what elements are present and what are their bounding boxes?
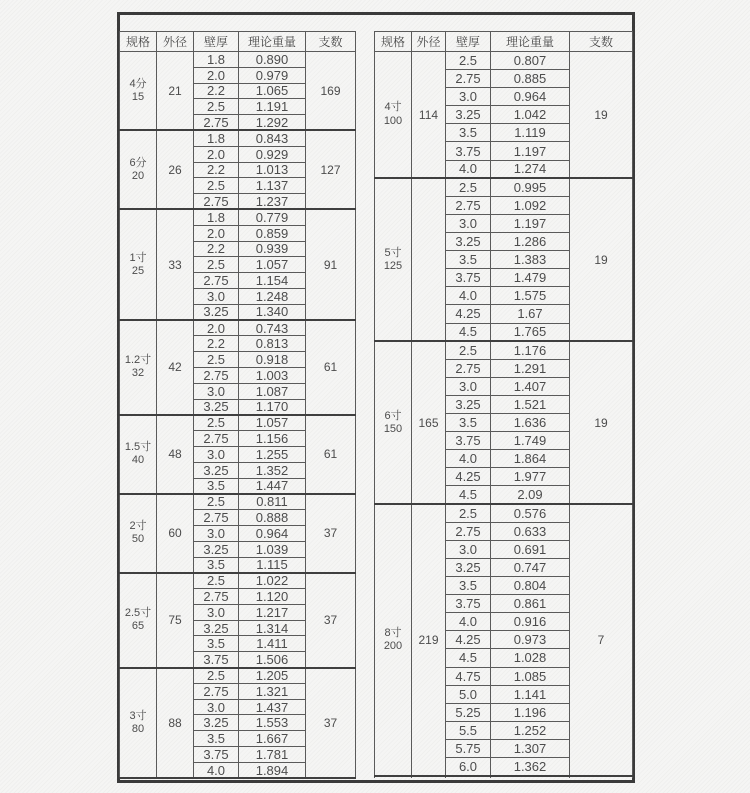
wall-thickness-cell: 2.75 xyxy=(446,196,491,214)
outer-diameter-cell: 219 xyxy=(412,504,446,776)
weight-cell: 0.633 xyxy=(491,522,570,540)
wall-thickness-cell: 2.0 xyxy=(194,320,239,336)
table-row xyxy=(375,341,633,359)
spec-label: 2寸 xyxy=(129,520,147,533)
column-header: 规格 xyxy=(375,32,412,52)
wall-thickness-cell: 3.25 xyxy=(194,715,239,731)
column-header: 支数 xyxy=(570,32,633,52)
table-row xyxy=(120,668,356,684)
weight-cell: 1.028 xyxy=(491,649,570,667)
spec-group xyxy=(120,494,356,573)
pieces-cell: 19 xyxy=(570,341,633,504)
outer-diameter-cell: 21 xyxy=(157,52,194,131)
wall-thickness-cell: 4.5 xyxy=(446,486,491,504)
spec-size-label: 20 xyxy=(131,169,145,182)
weight-cell: 1.383 xyxy=(491,251,570,269)
table-row xyxy=(375,504,633,522)
spec-group xyxy=(120,415,356,494)
table-row xyxy=(120,494,356,510)
wall-thickness-cell: 3.0 xyxy=(194,383,239,399)
weight-cell: 1.057 xyxy=(239,257,306,273)
pieces-cell: 61 xyxy=(306,320,356,415)
weight-cell: 0.995 xyxy=(491,178,570,196)
wall-thickness-cell: 3.25 xyxy=(446,396,491,414)
spec-cell xyxy=(120,494,157,573)
wall-thickness-cell: 3.0 xyxy=(446,88,491,106)
weight-cell: 1.013 xyxy=(239,162,306,178)
wall-thickness-cell: 4.25 xyxy=(446,305,491,323)
spec-size-label: 32 xyxy=(131,367,145,380)
wall-thickness-cell: 3.75 xyxy=(194,747,239,763)
weight-cell: 0.691 xyxy=(491,540,570,558)
spec-label: 5寸 xyxy=(384,246,402,259)
wall-thickness-cell: 3.5 xyxy=(194,636,239,652)
wall-thickness-cell: 5.0 xyxy=(446,685,491,703)
spec-cell xyxy=(120,130,157,209)
column-header: 外径 xyxy=(157,32,194,52)
wall-thickness-cell: 4.75 xyxy=(446,667,491,685)
spec-group xyxy=(375,178,633,341)
wall-thickness-cell: 4.25 xyxy=(446,631,491,649)
header-row xyxy=(375,32,633,52)
wall-thickness-cell: 3.5 xyxy=(194,478,239,494)
spec-group xyxy=(120,130,356,209)
column-header: 支数 xyxy=(306,32,356,52)
weight-cell: 0.979 xyxy=(239,67,306,83)
wall-thickness-cell: 2.75 xyxy=(446,70,491,88)
weight-cell: 1.521 xyxy=(491,396,570,414)
spec-group xyxy=(120,320,356,415)
weight-cell: 0.859 xyxy=(239,225,306,241)
weight-cell: 1.176 xyxy=(491,341,570,359)
outer-diameter-cell: 60 xyxy=(157,494,194,573)
column-header: 壁厚 xyxy=(194,32,239,52)
weight-cell: 1.307 xyxy=(491,739,570,757)
weight-cell: 1.292 xyxy=(239,115,306,131)
pieces-cell: 37 xyxy=(306,494,356,573)
table-row xyxy=(120,320,356,336)
wall-thickness-cell: 3.75 xyxy=(446,595,491,613)
weight-cell: 0.807 xyxy=(491,52,570,70)
weight-cell: 1.765 xyxy=(491,323,570,341)
weight-cell: 1.321 xyxy=(239,683,306,699)
weight-cell: 1.340 xyxy=(239,304,306,320)
wall-thickness-cell: 2.2 xyxy=(194,241,239,257)
outer-diameter-cell: 48 xyxy=(157,415,194,494)
empty-cell xyxy=(412,776,446,777)
pieces-cell: 19 xyxy=(570,178,633,341)
weight-cell: 1.67 xyxy=(491,305,570,323)
weight-cell: 0.743 xyxy=(239,320,306,336)
spec-cell xyxy=(120,415,157,494)
weight-cell: 1.553 xyxy=(239,715,306,731)
wall-thickness-cell: 2.5 xyxy=(194,573,239,589)
wall-thickness-cell: 2.75 xyxy=(194,273,239,289)
wall-thickness-cell: 2.75 xyxy=(194,683,239,699)
spec-size-label: 40 xyxy=(131,454,145,467)
weight-cell: 1.191 xyxy=(239,99,306,115)
weight-cell: 0.576 xyxy=(491,504,570,522)
outer-diameter-cell: 42 xyxy=(157,320,194,415)
wall-thickness-cell: 5.75 xyxy=(446,739,491,757)
weight-cell: 0.890 xyxy=(239,52,306,68)
weight-cell: 1.749 xyxy=(491,432,570,450)
wall-thickness-cell: 3.5 xyxy=(446,124,491,142)
wall-thickness-cell: 3.25 xyxy=(194,399,239,415)
weight-cell: 2.09 xyxy=(491,486,570,504)
weight-cell: 1.154 xyxy=(239,273,306,289)
outer-diameter-cell: 33 xyxy=(157,209,194,320)
weight-cell: 1.197 xyxy=(491,214,570,232)
spec-cell xyxy=(375,341,412,504)
weight-cell: 1.314 xyxy=(239,620,306,636)
spec-group xyxy=(120,573,356,668)
wall-thickness-cell: 3.75 xyxy=(194,652,239,668)
weight-cell: 1.411 xyxy=(239,636,306,652)
weight-cell: 0.964 xyxy=(491,88,570,106)
outer-diameter-cell: 88 xyxy=(157,668,194,779)
empty-cell xyxy=(491,776,570,777)
outer-diameter-cell: 26 xyxy=(157,130,194,209)
weight-cell: 1.274 xyxy=(491,160,570,178)
wall-thickness-cell: 3.5 xyxy=(194,731,239,747)
wall-thickness-cell: 2.75 xyxy=(194,510,239,526)
wall-thickness-cell: 2.2 xyxy=(194,336,239,352)
outer-diameter-cell xyxy=(412,178,446,341)
weight-cell: 1.120 xyxy=(239,589,306,605)
wall-thickness-cell: 3.25 xyxy=(194,620,239,636)
pieces-cell: 7 xyxy=(570,504,633,776)
spec-group xyxy=(375,504,633,776)
wall-thickness-cell: 3.25 xyxy=(194,541,239,557)
weight-cell: 1.196 xyxy=(491,703,570,721)
wall-thickness-cell: 2.0 xyxy=(194,67,239,83)
spec-label: 2.5寸 xyxy=(124,607,152,619)
weight-cell: 1.781 xyxy=(239,747,306,763)
table-header xyxy=(120,32,356,52)
table-row xyxy=(120,209,356,225)
wall-thickness-cell: 4.0 xyxy=(446,287,491,305)
wall-thickness-cell: 1.8 xyxy=(194,130,239,146)
wall-thickness-cell: 3.0 xyxy=(446,377,491,395)
wall-thickness-cell: 4.0 xyxy=(446,160,491,178)
spec-group xyxy=(375,341,633,504)
weight-cell: 1.636 xyxy=(491,414,570,432)
spec-label: 1.5寸 xyxy=(124,441,152,454)
wall-thickness-cell: 2.75 xyxy=(194,115,239,131)
weight-cell: 0.804 xyxy=(491,577,570,595)
weight-cell: 0.973 xyxy=(491,631,570,649)
wall-thickness-cell: 3.0 xyxy=(194,446,239,462)
outer-diameter-cell: 114 xyxy=(412,52,446,179)
table-row xyxy=(120,415,356,431)
spec-label: 1.2寸 xyxy=(124,354,152,367)
spec-cell xyxy=(375,52,412,179)
weight-cell: 1.039 xyxy=(239,541,306,557)
weight-cell: 1.977 xyxy=(491,468,570,486)
wall-thickness-cell: 2.5 xyxy=(446,52,491,70)
weight-cell: 0.888 xyxy=(239,510,306,526)
column-header: 外径 xyxy=(412,32,446,52)
wall-thickness-cell: 1.8 xyxy=(194,52,239,68)
outer-diameter-cell: 165 xyxy=(412,341,446,504)
header-row xyxy=(120,32,356,52)
table-row xyxy=(120,52,356,68)
wall-thickness-cell: 2.2 xyxy=(194,83,239,99)
weight-cell: 1.085 xyxy=(491,667,570,685)
wall-thickness-cell: 4.0 xyxy=(446,450,491,468)
wall-thickness-cell: 2.2 xyxy=(194,162,239,178)
wall-thickness-cell: 2.5 xyxy=(194,494,239,510)
spec-group xyxy=(120,209,356,320)
spec-size-label: 200 xyxy=(383,640,403,652)
wall-thickness-cell: 2.0 xyxy=(194,225,239,241)
spec-size-label: 125 xyxy=(383,259,403,272)
weight-cell: 0.861 xyxy=(491,595,570,613)
spec-size-label: 100 xyxy=(383,114,403,127)
wall-thickness-cell: 6.0 xyxy=(446,758,491,776)
wall-thickness-cell: 3.5 xyxy=(446,577,491,595)
wall-thickness-cell: 3.25 xyxy=(194,304,239,320)
weight-cell: 1.252 xyxy=(491,721,570,739)
weight-cell: 0.747 xyxy=(491,558,570,576)
wall-thickness-cell: 3.0 xyxy=(194,288,239,304)
wall-thickness-cell: 4.25 xyxy=(446,468,491,486)
spec-cell xyxy=(375,178,412,341)
weight-cell: 1.286 xyxy=(491,233,570,251)
empty-cell xyxy=(446,776,491,777)
wall-thickness-cell: 3.75 xyxy=(446,432,491,450)
weight-cell: 1.170 xyxy=(239,399,306,415)
weight-cell: 1.197 xyxy=(491,142,570,160)
weight-cell: 1.506 xyxy=(239,652,306,668)
spec-label: 6寸 xyxy=(384,409,402,422)
spec-cell xyxy=(120,209,157,320)
spec-table-left xyxy=(119,31,356,779)
spec-size-label: 150 xyxy=(383,422,403,435)
table-row xyxy=(375,178,633,196)
wall-thickness-cell: 2.75 xyxy=(194,589,239,605)
table-row xyxy=(120,573,356,589)
empty-footer-row xyxy=(375,776,633,777)
wall-thickness-cell: 5.5 xyxy=(446,721,491,739)
spec-cell xyxy=(120,573,157,668)
weight-cell: 1.003 xyxy=(239,367,306,383)
weight-cell: 1.022 xyxy=(239,573,306,589)
wall-thickness-cell: 3.0 xyxy=(446,214,491,232)
column-header: 壁厚 xyxy=(446,32,491,52)
weight-cell: 1.237 xyxy=(239,194,306,210)
pieces-cell: 61 xyxy=(306,415,356,494)
wall-thickness-cell: 2.5 xyxy=(446,341,491,359)
wall-thickness-cell: 2.75 xyxy=(194,367,239,383)
wall-thickness-cell: 3.25 xyxy=(446,233,491,251)
table-row xyxy=(120,130,356,146)
weight-cell: 1.864 xyxy=(491,450,570,468)
spec-label: 1寸 xyxy=(129,251,147,264)
table-row xyxy=(375,52,633,70)
weight-cell: 0.939 xyxy=(239,241,306,257)
spec-label: 4分 xyxy=(129,77,147,90)
weight-cell: 0.918 xyxy=(239,352,306,368)
spec-size-label: 65 xyxy=(131,620,145,633)
wall-thickness-cell: 3.0 xyxy=(446,540,491,558)
spec-size-label: 80 xyxy=(131,722,145,735)
spec-size-label: 50 xyxy=(131,533,145,546)
weight-cell: 0.885 xyxy=(491,70,570,88)
weight-cell: 1.437 xyxy=(239,699,306,715)
weight-cell: 1.137 xyxy=(239,178,306,194)
weight-cell: 0.811 xyxy=(239,494,306,510)
table-header xyxy=(375,32,633,52)
wall-thickness-cell: 4.5 xyxy=(446,649,491,667)
weight-cell: 1.575 xyxy=(491,287,570,305)
weight-cell: 0.779 xyxy=(239,209,306,225)
weight-cell: 1.248 xyxy=(239,288,306,304)
empty-cell xyxy=(570,776,633,777)
pieces-cell: 91 xyxy=(306,209,356,320)
weight-cell: 1.352 xyxy=(239,462,306,478)
spec-label: 8寸 xyxy=(384,626,402,639)
wall-thickness-cell: 2.5 xyxy=(194,668,239,684)
wall-thickness-cell: 2.75 xyxy=(194,431,239,447)
weight-cell: 1.255 xyxy=(239,446,306,462)
spec-cell xyxy=(120,668,157,779)
wall-thickness-cell: 2.75 xyxy=(446,359,491,377)
spec-cell xyxy=(120,320,157,415)
wall-thickness-cell: 2.5 xyxy=(194,178,239,194)
weight-cell: 1.119 xyxy=(491,124,570,142)
wall-thickness-cell: 3.0 xyxy=(194,604,239,620)
weight-cell: 0.916 xyxy=(491,613,570,631)
weight-cell: 1.407 xyxy=(491,377,570,395)
spec-size-label: 15 xyxy=(131,90,145,103)
weight-cell: 1.447 xyxy=(239,478,306,494)
weight-cell: 1.362 xyxy=(491,758,570,776)
weight-cell: 1.217 xyxy=(239,604,306,620)
weight-cell: 1.042 xyxy=(491,106,570,124)
wall-thickness-cell: 5.25 xyxy=(446,703,491,721)
pieces-cell: 37 xyxy=(306,668,356,779)
wall-thickness-cell: 2.75 xyxy=(446,522,491,540)
spec-size-label: 25 xyxy=(131,264,145,277)
wall-thickness-cell: 1.8 xyxy=(194,209,239,225)
spec-label: 3寸 xyxy=(129,709,147,722)
wall-thickness-cell: 3.5 xyxy=(446,414,491,432)
weight-cell: 1.057 xyxy=(239,415,306,431)
wall-thickness-cell: 2.75 xyxy=(194,194,239,210)
spec-label: 4寸 xyxy=(384,101,402,114)
wall-thickness-cell: 2.5 xyxy=(194,257,239,273)
spec-group xyxy=(375,52,633,179)
wall-thickness-cell: 3.0 xyxy=(194,699,239,715)
empty-footer xyxy=(375,776,633,777)
wall-thickness-cell: 3.5 xyxy=(446,251,491,269)
spec-cell xyxy=(120,52,157,131)
weight-cell: 1.087 xyxy=(239,383,306,399)
wall-thickness-cell: 3.0 xyxy=(194,525,239,541)
wall-thickness-cell: 2.5 xyxy=(194,415,239,431)
wall-thickness-cell: 3.25 xyxy=(446,106,491,124)
column-header: 规格 xyxy=(120,32,157,52)
weight-cell: 0.843 xyxy=(239,130,306,146)
pieces-cell: 19 xyxy=(570,52,633,179)
weight-cell: 1.894 xyxy=(239,762,306,778)
weight-cell: 0.929 xyxy=(239,146,306,162)
wall-thickness-cell: 2.5 xyxy=(446,504,491,522)
pieces-cell: 37 xyxy=(306,573,356,668)
weight-cell: 1.092 xyxy=(491,196,570,214)
wall-thickness-cell: 4.0 xyxy=(194,762,239,778)
column-header: 理论重量 xyxy=(239,32,306,52)
weight-cell: 1.065 xyxy=(239,83,306,99)
wall-thickness-cell: 3.75 xyxy=(446,269,491,287)
wall-thickness-cell: 2.5 xyxy=(194,352,239,368)
weight-cell: 1.291 xyxy=(491,359,570,377)
pieces-cell: 169 xyxy=(306,52,356,131)
outer-diameter-cell: 75 xyxy=(157,573,194,668)
pieces-cell: 127 xyxy=(306,130,356,209)
weight-cell: 1.141 xyxy=(491,685,570,703)
weight-cell: 1.479 xyxy=(491,269,570,287)
spec-table-right xyxy=(374,31,633,777)
wall-thickness-cell: 3.75 xyxy=(446,142,491,160)
weight-cell: 1.156 xyxy=(239,431,306,447)
wall-thickness-cell: 3.25 xyxy=(446,558,491,576)
wall-thickness-cell: 2.0 xyxy=(194,146,239,162)
spec-group xyxy=(120,668,356,779)
wall-thickness-cell: 2.5 xyxy=(194,99,239,115)
wall-thickness-cell: 3.25 xyxy=(194,462,239,478)
wall-thickness-cell: 4.5 xyxy=(446,323,491,341)
weight-cell: 0.813 xyxy=(239,336,306,352)
weight-cell: 0.964 xyxy=(239,525,306,541)
spec-group xyxy=(120,52,356,131)
wall-thickness-cell: 2.5 xyxy=(446,178,491,196)
wall-thickness-cell: 3.5 xyxy=(194,557,239,573)
weight-cell: 1.667 xyxy=(239,731,306,747)
weight-cell: 1.115 xyxy=(239,557,306,573)
table-outer-frame xyxy=(117,12,635,783)
spec-label: 6分 xyxy=(129,156,147,169)
spec-cell xyxy=(375,504,412,776)
column-header: 理论重量 xyxy=(491,32,570,52)
weight-cell: 1.205 xyxy=(239,668,306,684)
empty-cell xyxy=(375,776,412,777)
wall-thickness-cell: 4.0 xyxy=(446,613,491,631)
